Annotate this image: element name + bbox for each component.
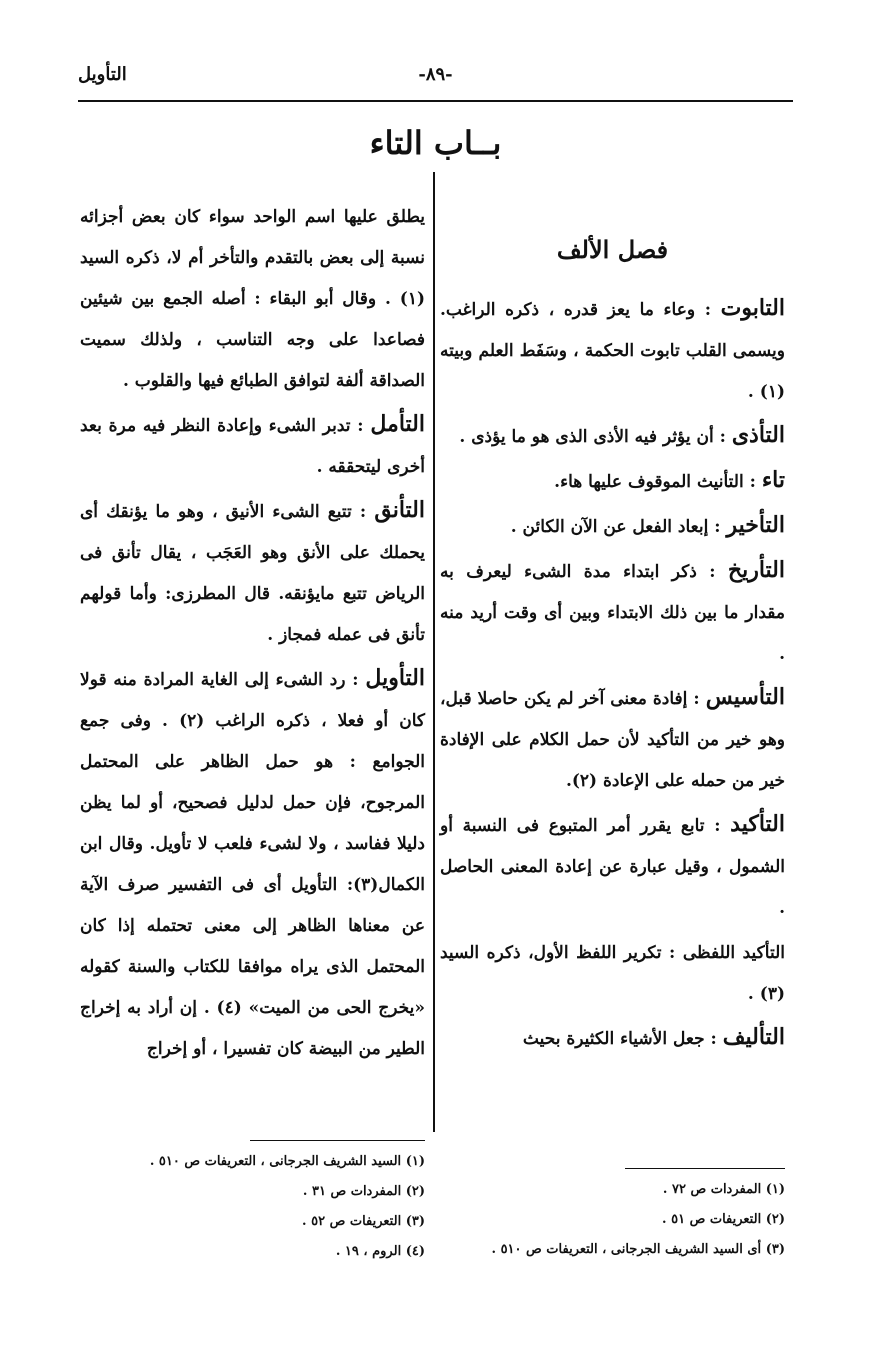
entry-term: التأليف	[722, 1024, 785, 1050]
entry-text: : تابع يقرر أمر المتبوع فى النسبة أو الشمول ، وقيل عبارة عن إعادة المعنى الحاصل .	[440, 816, 785, 918]
entry	[80, 195, 425, 402]
right-column	[440, 228, 785, 1062]
footnote: (١) السيد الشريف الجرجانى ، التعريفات ص ٥١٠ .	[149, 1154, 425, 1169]
column-divider	[433, 172, 435, 1132]
entry-text: : تتبع الشىء الأنيق ، وهو ما يؤنقك أى يحملك على الأنق وهو العَجَب ، يقال تأنق فى الرياض تتبع مايؤنقه. قال المطرزى: وأما قولهم تأنق فى عمله فمجاز .	[80, 502, 425, 645]
entry-term: التأنق	[374, 497, 425, 523]
entry-term: التأمل	[370, 411, 425, 437]
entry-term: التابوت	[720, 295, 785, 321]
entry-text: : ذكر ابتداء مدة الشىء ليعرف به مقدار ما بين ذلك الابتداء وبين أى وقت أريد منه .	[440, 562, 785, 664]
entry-term: التأسيس	[705, 684, 785, 710]
entry	[440, 931, 785, 1015]
entry	[80, 658, 425, 1070]
entry-text: يطلق عليها اسم الواحد سواء كان بعض أجزائه نسبة إلى بعض بالتقدم والتأخر أم لا، ذكره السيد (١) . وقال أبو البقاء : أصله الجمع بين شيئين فصاعدا على وجه التناسب ، ولذلك سميت الصداقة ألفة لتوافق الطبائع فيها والقلوب .	[80, 207, 425, 391]
entry-term: التأريخ	[727, 557, 785, 583]
footnote: (٢) المفردات ص ٣١ .	[302, 1184, 425, 1199]
entry-term: التأويل	[365, 665, 425, 691]
page-number: -٨٩-	[418, 64, 453, 85]
entry-text: : جعل الأشياء الكثيرة بحيث	[522, 1029, 723, 1049]
entry	[440, 460, 785, 503]
footnote: (٢) التعريفات ص ٥١ .	[662, 1212, 785, 1227]
entry	[440, 550, 785, 675]
entry-text: : وعاء ما يعز قدره ، ذكره الراغب. ويسمى القلب تابوت الحكمة ، وسَفَط العلم وبيته (١) .	[440, 300, 785, 402]
entry	[440, 1017, 785, 1060]
entry	[80, 490, 425, 656]
footnote: (٤) الروم ، ١٩ .	[335, 1244, 425, 1259]
footnote-rule	[250, 1140, 425, 1141]
entry-text: : رد الشىء إلى الغاية المرادة منه قولا كان أو فعلا ، ذكره الراغب (٢) . وفى جمع الجوامع : هو حمل الظاهر على المحتمل المرجوح، فإن حمل لدليل فصحيح، أو لما يظن دليلا ففاسد ، ولا لشىء فلعب لا تأويل. وقال ابن الكمال(٣): التأويل أى فى التفسير صرف الآية عن معناها الظاهر إلى معنى تحتمله إذا كان المحتمل الذى يراه موافقا للكتاب والسنة كقوله «يخرج الحى من الميت» (٤) . إن أراد به إخراج الطير من البيضة كان تفسيرا ، أو إخراج	[80, 670, 425, 1059]
entry	[440, 804, 785, 929]
right-footnotes	[440, 1168, 785, 1265]
entry	[440, 288, 785, 413]
footnote: (١) المفردات ص ٧٢ .	[662, 1182, 785, 1197]
running-title: التأويل	[78, 64, 127, 85]
section-title: فصل الألف	[556, 235, 669, 264]
left-footnotes	[80, 1140, 425, 1267]
entry	[80, 404, 425, 488]
footnote: (٣) التعريفات ص ٥٢ .	[302, 1214, 425, 1229]
page-header	[78, 64, 793, 102]
entry	[440, 677, 785, 802]
entry-text: التأكيد اللفظى : تكرير اللفظ الأول، ذكره السيد (٣) .	[440, 943, 785, 1004]
footnote: (٣) أى السيد الشريف الجرجانى ، التعريفات ص ٥١٠ .	[491, 1242, 785, 1257]
chapter-title: بــاب التاء	[369, 124, 502, 162]
entry-term: التأخير	[726, 512, 785, 538]
entry-term: التأذى	[731, 422, 785, 448]
entry-text: : تدبر الشىء وإعادة النظر فيه مرة بعد أخرى ليتحققه .	[80, 416, 425, 477]
footnote-rule	[625, 1168, 785, 1169]
entry-text: : إفادة معنى آخر لم يكن حاصلا قبل، وهو خير من التأكيد لأن حمل الكلام على الإفادة خير من حمله على الإعادة (٢).	[440, 689, 785, 791]
entry-term: التأكيد	[730, 811, 785, 837]
entry	[440, 415, 785, 458]
entry-term: تاء	[761, 467, 785, 493]
entry-text: : إبعاد الفعل عن الآن الكائن .	[510, 517, 727, 537]
entry-text: : أن يؤثر فيه الأذى الذى هو ما يؤذى .	[459, 427, 732, 447]
left-column	[80, 195, 425, 1072]
entry-text: : التأنيث الموقوف عليها هاء.	[554, 472, 762, 492]
entry	[440, 505, 785, 548]
